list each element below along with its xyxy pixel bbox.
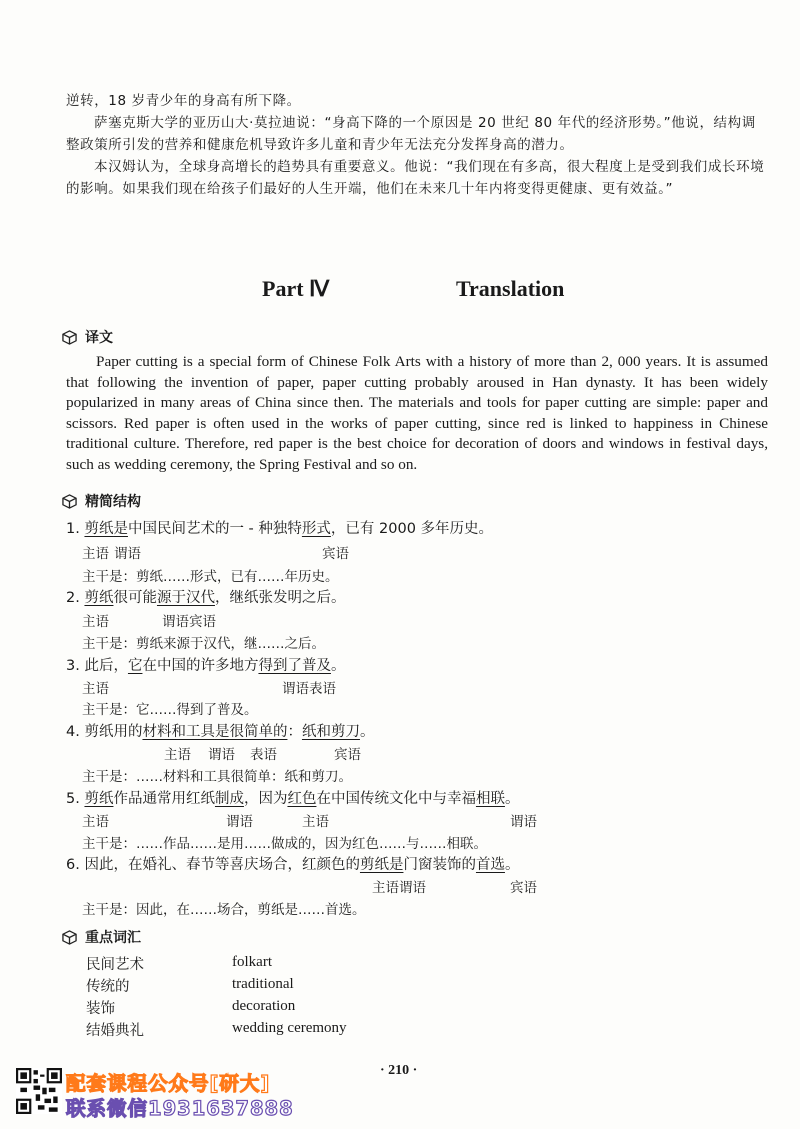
watermark-line-2: 联系微信1931637888 (66, 1097, 294, 1120)
label-predicate: 谓语 (510, 814, 537, 830)
vocab-term-en: wedding ceremony (232, 1020, 347, 1036)
label-subject: 主语 (82, 546, 109, 562)
section-heading-label: 精简结构 (85, 494, 141, 510)
label-subject-predicate: 主语谓语 (372, 880, 426, 896)
part-name: Translation (456, 276, 565, 301)
qr-code-icon (16, 1068, 62, 1114)
section-heading-translation (62, 327, 113, 347)
label-predicate: 谓语 (114, 546, 141, 562)
structure-sentence-1: 1. 剪纸是中国民间艺术的一 - 种独特形式，已有 2000 多年历史。 (66, 521, 494, 537)
intro-line: 逆转，18 岁青少年的身高有所下降。 (66, 93, 301, 109)
label-complement: 表语 (250, 747, 277, 763)
label-subject: 主语 (302, 814, 329, 830)
label-predicate-complement: 谓语表语 (282, 681, 336, 697)
cube-icon (62, 494, 77, 509)
intro-paragraph-2: 萨塞克斯大学的亚历山大·莫拉迪说：“身高下降的一个原因是 20 世纪 80 年代的经济形势。”他说，结构调整政策所引发的营养和健康危机导致许多儿童和青少年无法充分发挥身高的潜力。 (66, 115, 756, 153)
label-subject: 主语 (164, 747, 191, 763)
structure-trunk-2: 主干是：剪纸来源于汉代，继……之后。 (82, 636, 325, 652)
section-heading-structure (62, 491, 141, 511)
vocab-term-en: folkart (232, 954, 272, 970)
section-heading-vocab (62, 927, 141, 947)
structure-sentence-6: 6. 因此，在婚礼、春节等喜庆场合，红颜色的剪纸是门窗装饰的首选。 (66, 857, 520, 873)
label-predicate-object: 谓语宾语 (162, 614, 216, 630)
label-subject: 主语 (82, 681, 109, 697)
cube-icon (62, 330, 77, 345)
watermark-line-1: 配套课程公众号[研大] (66, 1072, 271, 1095)
label-predicate: 谓语 (226, 814, 253, 830)
vocab-term-en: decoration (232, 998, 296, 1014)
vocab-term-cn: 装饰 (86, 1001, 115, 1017)
label-subject: 主语 (82, 614, 109, 630)
structure-sentence-4: 4. 剪纸用的材料和工具是很简单的：纸和剪刀。 (66, 724, 375, 740)
vocab-term-cn: 结婚典礼 (86, 1023, 144, 1039)
structure-trunk-3: 主干是：它……得到了普及。 (82, 702, 258, 718)
structure-trunk-1: 主干是：剪纸……形式，已有……年历史。 (82, 569, 339, 585)
intro-paragraph-3: 本汉姆认为，全球身高增长的趋势具有重要意义。他说：“我们现在有多高，很大程度上是受到我们成长环境的影响。如果我们现在给孩子们最好的人生开端，他们在未来几十年内将变得更健康、更有效益。” (66, 159, 765, 197)
cube-icon (62, 930, 77, 945)
vocab-term-cn: 民间艺术 (86, 957, 144, 973)
label-predicate: 谓语 (208, 747, 235, 763)
part-number: Part Ⅳ (262, 276, 330, 301)
translation-paragraph: Paper cutting is a special form of Chinese Folk Arts with a history of more than 2, 000 years. It is assumed that following the invention of paper, paper cutting probably aroused in Han dynasty. It has been widely popularized in many areas of China since then. The materials and tools for paper cutting are simple: paper and scissors. Red paper is often used in the works of paper cutting, since red is linked to happiness in Chinese traditional culture. Therefore, red paper is the best choice for decoration of doors and windows in festival days, such as wedding ceremony, the Spring Festival and so on. (66, 353, 768, 473)
vocab-term-cn: 传统的 (86, 979, 130, 995)
label-object: 宾语 (322, 546, 349, 562)
label-object: 宾语 (510, 880, 537, 896)
structure-sentence-2: 2. 剪纸很可能源于汉代，继纸张发明之后。 (66, 590, 346, 606)
page-number: · 210 · (380, 1063, 418, 1078)
section-heading-label: 重点词汇 (85, 930, 141, 946)
structure-trunk-5: 主干是：……作品……是用……做成的，因为红色……与……相联。 (82, 836, 487, 852)
structure-trunk-6: 主干是：因此，在……场合，剪纸是……首选。 (82, 902, 366, 918)
label-object: 宾语 (334, 747, 361, 763)
structure-sentence-3: 3. 此后，它在中国的许多地方得到了普及。 (66, 658, 346, 674)
structure-trunk-4: 主干是：……材料和工具很简单：纸和剪刀。 (82, 769, 352, 785)
section-heading-label: 译文 (85, 330, 113, 346)
structure-sentence-5: 5. 剪纸作品通常用红纸制成，因为红色在中国传统文化中与幸福相联。 (66, 791, 520, 807)
label-subject: 主语 (82, 814, 109, 830)
vocab-term-en: traditional (232, 976, 294, 992)
